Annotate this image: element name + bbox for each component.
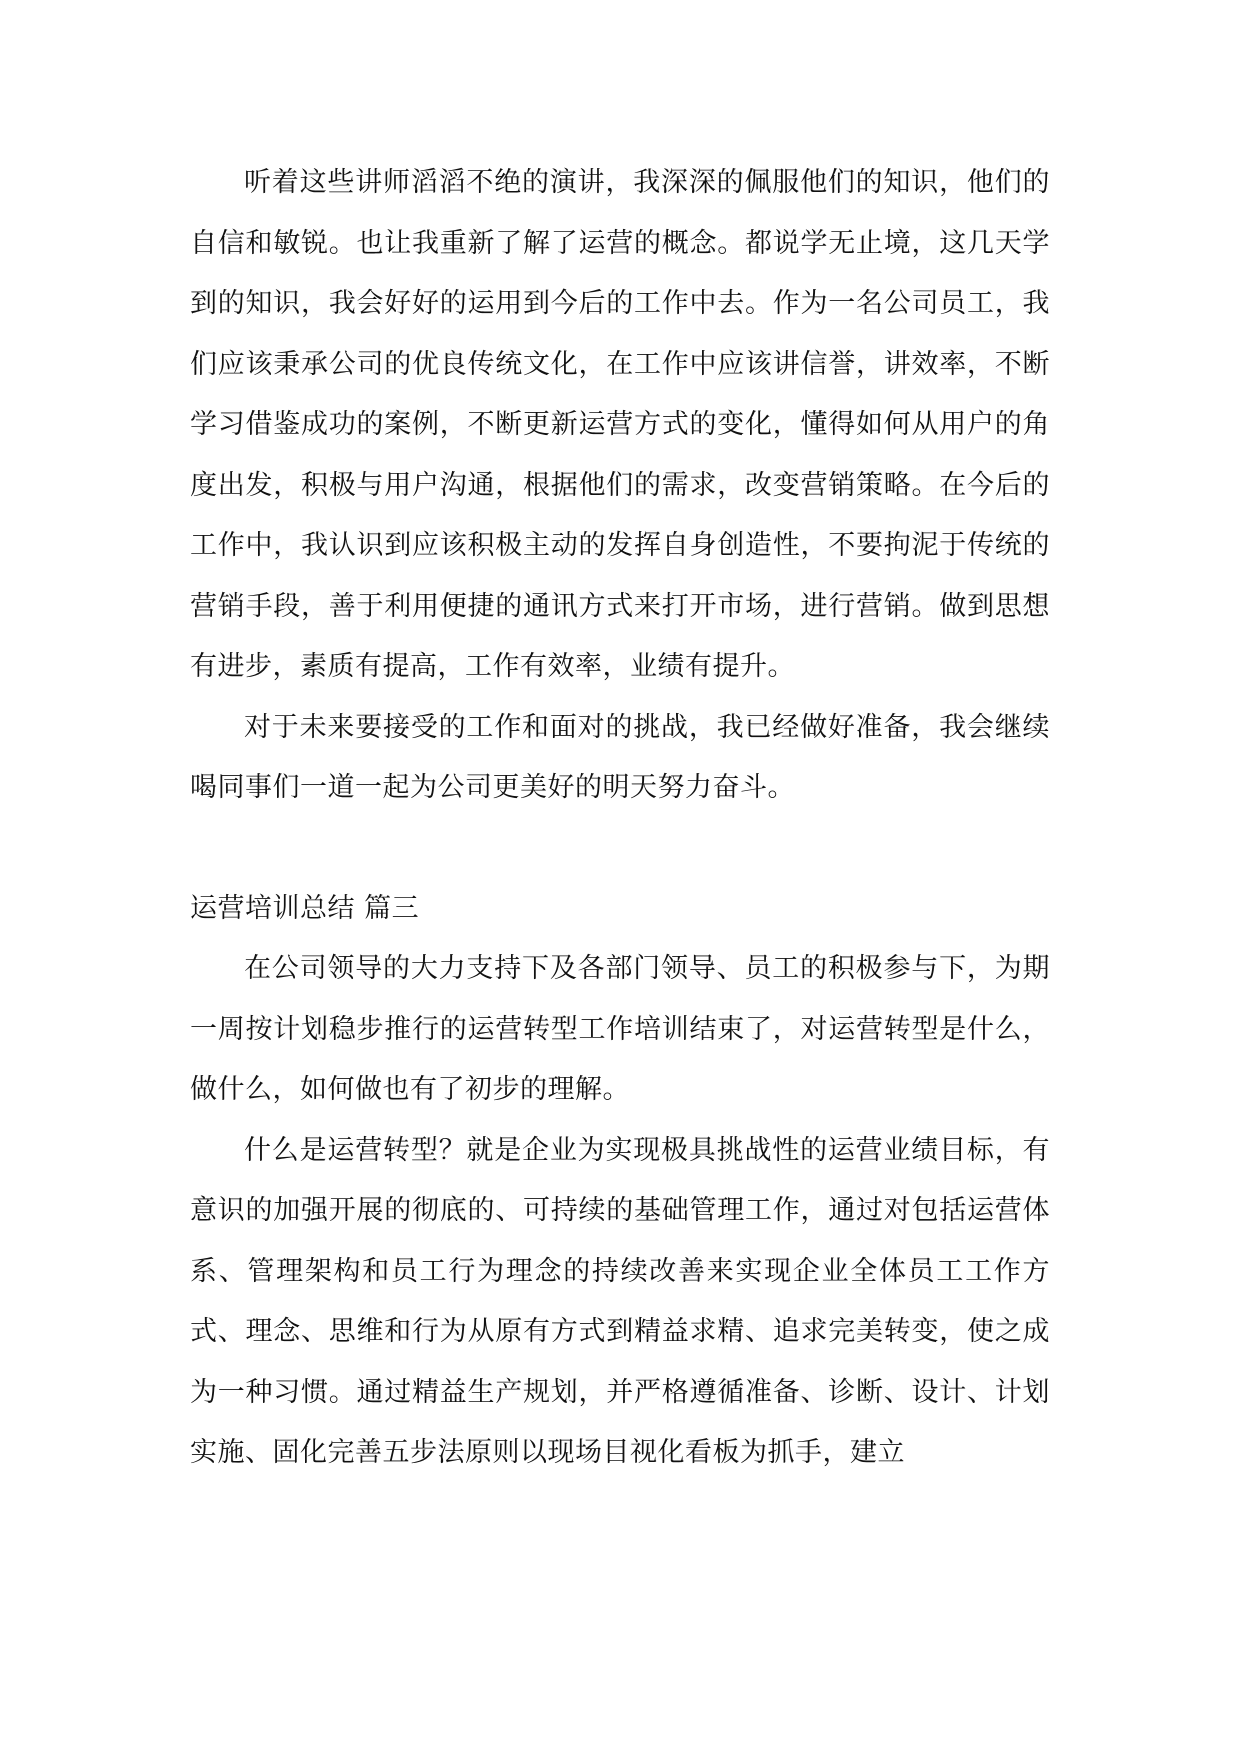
document-body [190, 153, 1050, 1484]
section-heading-part-three: 运营培训总结 篇三 [190, 892, 420, 924]
paragraph-training-intro: 在公司领导的大力支持下及各部门领导、员工的积极参与下，为期一周按计划稳步推行的运营转型工作培训结束了，对运营转型是什么，做什么，如何做也有了初步的理解。 [190, 953, 1050, 1105]
paragraph-operation-transformation-definition: 什么是运营转型？就是企业为实现极具挑战性的运营业绩目标，有意识的加强开展的彻底的、可持续的基础管理工作，通过对包括运营体系、管理架构和员工行为理念的持续改善来实现企业全体员工工作方式、理念、思维和行为从原有方式到精益求精、追求完美转变，使之成为一种习惯。通过精益生产规划，并严格遵循准备、诊断、设计、计划实施、固化完善五步法原则以现场目视化看板为抓手，建立 [190, 1134, 1050, 1468]
paragraph-future-commitment: 对于未来要接受的工作和面对的挑战，我已经做好准备，我会继续喝同事们一道一起为公司更美好的明天努力奋斗。 [190, 711, 1050, 803]
paragraph-learning-reflection: 听着这些讲师滔滔不绝的演讲，我深深的佩服他们的知识，他们的自信和敏锐。也让我重新了解了运营的概念。都说学无止境，这几天学到的知识，我会好好的运用到今后的工作中去。作为一名公司员工，我们应该秉承公司的优良传统文化，在工作中应该讲信誉，讲效率，不断学习借鉴成功的案例，不断更新运营方式的变化，懂得如何从用户的角度出发，积极与用户沟通，根据他们的需求，改变营销策略。在今后的工作中，我认识到应该积极主动的发挥自身创造性，不要拘泥于传统的营销手段，善于利用便捷的通讯方式来打开市场，进行营销。做到思想有进步，素质有提高，工作有效率，业绩有提升。 [190, 167, 1050, 682]
